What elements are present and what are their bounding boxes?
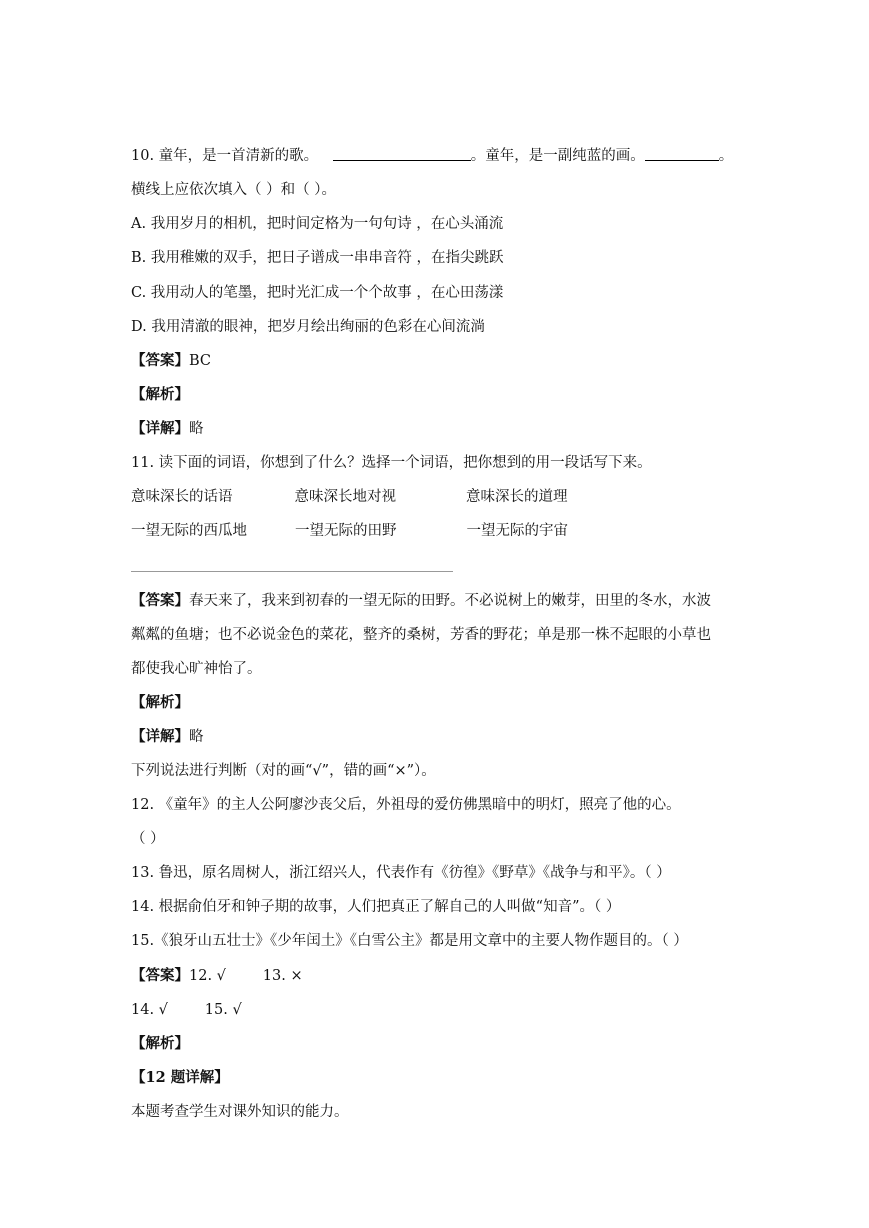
judge-answer-text-1: 12. √ 13. ×: [189, 968, 303, 984]
judge-answer-line-1: [131, 966, 303, 986]
judge-analysis-tag: 【解析】: [131, 1035, 189, 1052]
q10-analysis-tag: 【解析】: [131, 386, 189, 403]
word-item: 一望无际的西瓜地: [131, 523, 247, 539]
q14-stem: 14. 根据俞伯牙和钟子期的故事，人们把真正了解自己的人叫做“知音”。（ ）: [131, 899, 621, 915]
q11-answer-line-1: [131, 591, 711, 611]
q11-detail: [131, 727, 204, 747]
q11-answer-line-2: 粼粼的鱼塘；也不必说金色的菜花，整齐的桑树，芳香的野花；单是那一株不起眼的小草也: [131, 627, 711, 643]
judge-instruction: 下列说法进行判断（对的画“√”，错的画“×”）。: [131, 763, 436, 779]
q12-detail-text: 本题考查学生对课外知识的能力。: [131, 1104, 349, 1120]
detail-tag: 【详解】: [131, 728, 189, 745]
word-item: 一望无际的田野: [295, 523, 397, 539]
word-item: 意味深长的道理: [466, 489, 568, 505]
q12-answer-paren[interactable]: （ ）: [131, 831, 165, 847]
q15-stem: 15.《狼牙山五壮士》《少年闰土》《白雪公主》都是用文章中的主要人物作题目的。（ ）: [131, 933, 688, 949]
q10-answer-value: BC: [189, 353, 212, 369]
q10-blank-1[interactable]: [333, 146, 471, 161]
q10-detail: [131, 419, 204, 439]
q10-option-a: A. 我用岁月的相机，把时间定格为一句句诗 ，在心头涌流: [131, 216, 504, 232]
judge-answer-line-2: 14. √ 15. √: [131, 1002, 242, 1018]
q10-answer: [131, 351, 211, 371]
q10-detail-value: 略: [189, 421, 204, 437]
q13-stem: 13. 鲁迅，原名周树人，浙江绍兴人，代表作有《彷徨》《野草》《战争与和平》。（ ）: [131, 865, 671, 881]
q10-stem-2: 横线上应依次填入（ ）和（ ）。: [131, 182, 336, 198]
answer-tag: 【答案】: [131, 967, 189, 984]
q11-stem: 11. 读下面的词语，你想到了什么？选择一个词语，把你想到的用一段话写下来。: [131, 455, 652, 471]
q12-stem: 12. 《童年》的主人公阿廖沙丧父后，外祖母的爱仿佛黑暗中的明灯，照亮了他的心。: [131, 797, 681, 813]
q11-words-row-1: [131, 487, 568, 507]
q11-analysis-tag: 【解析】: [131, 694, 189, 711]
q11-answer-text-1: 春天来了，我来到初春的一望无际的田野。不必说树上的嫩芽，田里的冬水，水波: [189, 593, 711, 609]
q10-stem-c: 。: [718, 148, 734, 164]
q10-blank-2[interactable]: [645, 146, 719, 161]
q11-answer-line-3: 都使我心旷神怡了。: [131, 661, 262, 677]
word-item: 一望无际的宇宙: [466, 523, 568, 539]
q10-stem-b: 。童年，是一副纯蓝的画。: [470, 148, 645, 164]
q10-stem: [131, 146, 733, 166]
q10-option-b: B. 我用稚嫩的双手，把日子谱成一串串音符 ，在指尖跳跃: [131, 250, 504, 266]
q11-words-row-2: [131, 521, 568, 541]
answer-tag: 【答案】: [131, 592, 189, 609]
answer-writing-line[interactable]: [131, 571, 453, 572]
word-item: 意味深长地对视: [294, 489, 396, 505]
q10-option-c: C. 我用动人的笔墨，把时光汇成一个个故事 ，在心田荡漾: [131, 285, 504, 301]
q10-stem-a: 10. 童年，是一首清新的歌。: [131, 148, 319, 164]
detail-tag: 【详解】: [131, 420, 189, 437]
word-item: 意味深长的话语: [131, 489, 233, 505]
q10-option-d: D. 我用清澈的眼神，把岁月绘出绚丽的色彩在心间流淌: [131, 319, 485, 335]
q12-detail-tag: 【12 题详解】: [131, 1069, 229, 1086]
answer-tag: 【答案】: [131, 352, 189, 369]
q11-detail-value: 略: [189, 729, 204, 745]
